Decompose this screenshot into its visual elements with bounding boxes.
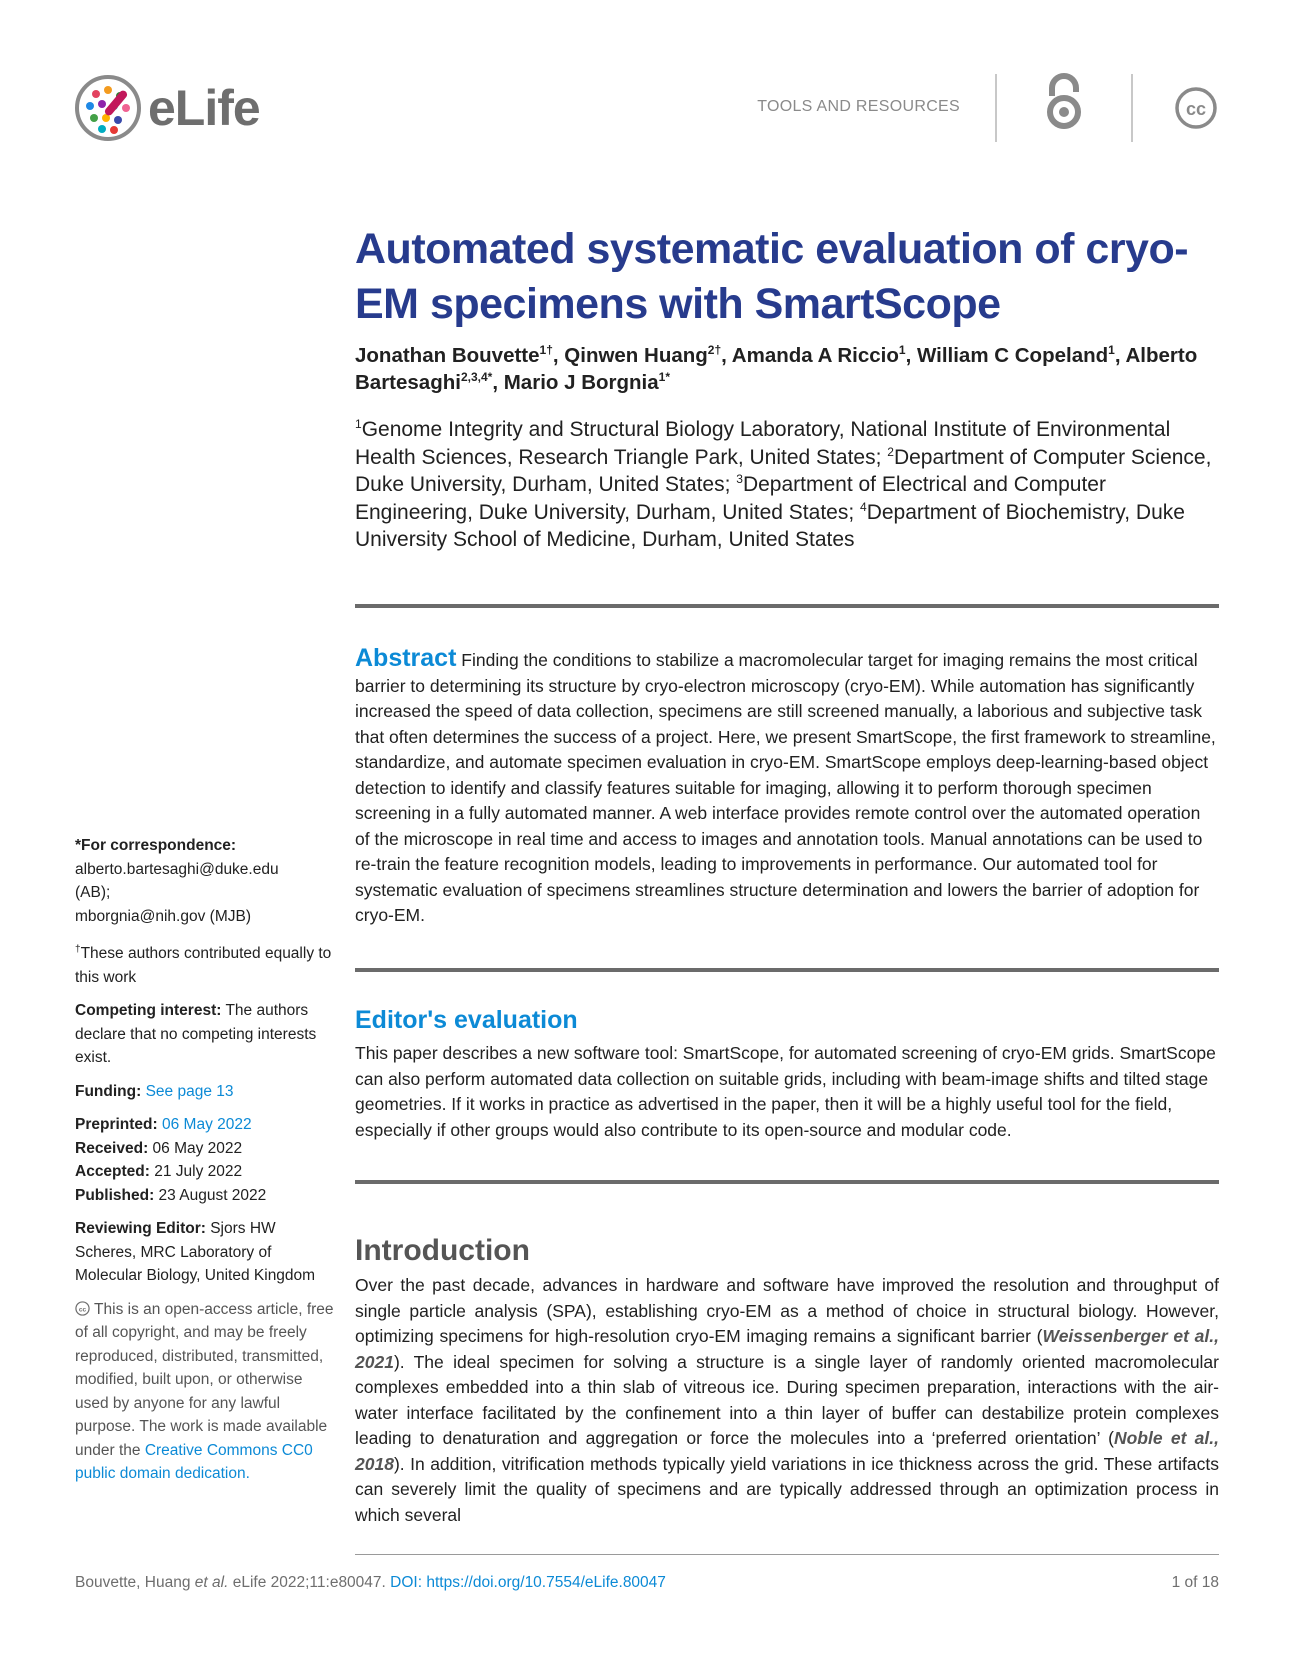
svg-text:cc: cc: [1185, 99, 1207, 119]
elife-logo[interactable]: [74, 72, 294, 144]
editors-evaluation-heading: [355, 1006, 578, 1035]
affiliation-text: Department of Electrical and Computer Engineering, Duke University, Durham, United States;: [355, 473, 1106, 524]
published-date: 23 August 2022: [158, 1186, 267, 1204]
abstract-heading: Abstract: [355, 644, 457, 672]
section-divider: [355, 604, 1219, 608]
sidebar: [75, 834, 337, 1496]
abstract-text: Finding the conditions to stabilize a macromolecular target for imaging remains the most critical barrier to determining its structure by cryo-electron microscopy (cryo-EM). While automation has significantly increased the speed of data collection, specimens are still screened manually, a laborious and subjective task that often determines the success of a project. Here, we present SmartScope, the first framework to streamline, standardize, and automate specimen evaluation in cryo-EM. SmartScope employs deep-learning-based object detection to identify and classify features suitable for imaging, allowing it to perform thorough specimen screening in a fully automated manner. A web interface provides remote control over the automated operation of the microscope in real time and access to images and annotation tools. Manual annotations can be used to re-train the feature recognition models, leading to improvements in performance. Our automated tool for systematic evaluation of specimens streamlines structure determination and lowers the barrier of adoption for cryo-EM.: [355, 650, 1216, 925]
editors-evaluation-text: This paper describes a new software tool: SmartScope, for automated screening of cryo-EM grids. SmartScope can also perform automated data collection on suitable grids, including with beam-image shifts and tilted stage geometries. If it works in practice as advertised in the paper, then it will be a highly useful tool for the field, especially if other groups would also contribute to its open-source and modular code.: [355, 1043, 1216, 1140]
header-divider-2: [1131, 74, 1133, 142]
introduction-heading: [355, 1234, 530, 1268]
reviewing-editor: [75, 1217, 337, 1288]
author-affiliation-mark: 2,3,4*: [460, 370, 493, 385]
svg-text:cc: cc: [78, 1305, 87, 1313]
correspondence: [75, 834, 337, 928]
accepted-label: Accepted:: [75, 1163, 150, 1181]
elife-logo-icon: [74, 74, 142, 142]
section-divider: [355, 1180, 1219, 1184]
received-label: Received:: [75, 1139, 149, 1157]
logo-text: eLife: [148, 80, 260, 136]
competing-interest: [75, 999, 337, 1070]
email-note: (AB);: [75, 884, 111, 901]
footer-journal: eLife 2022;11:e80047.: [232, 1574, 386, 1591]
author-affiliation-mark: 1†: [539, 343, 553, 358]
license: [75, 1298, 337, 1486]
open-access-icon: [1043, 70, 1085, 130]
section-divider: [355, 968, 1219, 972]
author-affiliation-mark: 1: [1108, 343, 1115, 358]
citation-link[interactable]: Noble et al., 2018: [355, 1428, 1220, 1474]
received-date: 06 May 2022: [152, 1139, 243, 1157]
affiliation-number: 1: [355, 417, 362, 431]
published-label: Published:: [75, 1186, 155, 1204]
author-affiliation-mark: 2†: [707, 343, 722, 358]
footer-etal: et al.: [194, 1574, 229, 1591]
equal-contribution-text: These authors contributed equally to this work: [75, 945, 332, 986]
author-list: Jonathan Bouvette$^{1\dagger}$, Qinwen Huang$^{2\dagger}$, Amanda A Riccio$^1$, William C Copeland$^1$, Alberto Bartesaghi$^{2,3,4*}$, Mario J Borgnia$^{1*}$: [355, 343, 1198, 394]
editors-evaluation-title: Editor's evaluation: [355, 1006, 578, 1034]
author-name[interactable]: William C Copeland: [916, 344, 1109, 367]
author-name[interactable]: Amanda A Riccio: [731, 344, 899, 367]
affiliation-number: 3: [736, 472, 743, 486]
funding-link[interactable]: See page 13: [145, 1082, 234, 1100]
introduction-title: Introduction: [355, 1234, 530, 1267]
article-title: Automated systematic evaluation of cryo-EM specimens with SmartScope: [355, 225, 1189, 328]
author-name[interactable]: Jonathan Bouvette: [355, 344, 540, 367]
affiliation-number: 4: [860, 499, 867, 514]
email-link[interactable]: mborgnia@nih.gov: [75, 907, 206, 925]
cc-small-icon: [75, 1301, 90, 1316]
article-type-label: TOOLS AND RESOURCES: [757, 98, 960, 115]
footer-authors: Bouvette, Huang: [75, 1574, 191, 1591]
affiliation-number: 2: [887, 444, 894, 459]
footer-divider: [355, 1554, 1219, 1555]
page-number: 1 of 18: [1171, 1574, 1219, 1591]
competing-interest-text: The authors declare that no competing interests exist.: [75, 1002, 317, 1067]
citation-link[interactable]: Weissenberger et al., 2021: [355, 1326, 1219, 1372]
license-text: This is an open-access article, free of all copyright, and may be freely reproduced, distributed, transmitted, modified, built upon, or otherwise used by anyone for any lawful purpose. The work is made available under the: [75, 1300, 334, 1459]
author-affiliation-mark: 1*: [658, 370, 670, 385]
preprinted-link[interactable]: 06 May 2022: [162, 1116, 252, 1134]
intro-paragraph-part: Over the past decade, advances in hardware and software have improved the resolution and throughput of single particle analysis (SPA), establishing cryo-EM as a method of choice in structural biology. However, optimizing specimens for high-resolution cryo-EM imaging remains a significant barrier (: [355, 1275, 1219, 1346]
license-link[interactable]: Creative Commons CC0 public domain dedication.: [75, 1441, 313, 1483]
dagger-mark: †: [75, 944, 81, 955]
reviewing-editor-text: Sjors HW Scheres, MRC Laboratory of Molecular Biology, United Kingdom: [75, 1220, 316, 1285]
author-name[interactable]: Mario J Borgnia: [503, 371, 659, 394]
dates: [75, 1113, 337, 1207]
introduction-text: [355, 1273, 1219, 1528]
intro-paragraph-part: ). In addition, vitrification methods typically yield variations in ice thickness across the grid. These artifacts can severely limit the quality of specimens and are typically addressed through an optimization process in which several: [355, 1453, 1219, 1525]
correspondence-label: *For correspondence:: [75, 837, 237, 854]
doi-link[interactable]: DOI: https://doi.org/10.7554/eLife.80047: [390, 1574, 666, 1591]
funding: [75, 1080, 337, 1104]
competing-interest-label: Competing interest:: [75, 1002, 222, 1020]
affiliation-text: Genome Integrity and Structural Biology Laboratory, National Institute of Environmental Health Sciences, Research Triangle Park, United States;: [355, 418, 1171, 469]
affiliation-text: Department of Computer Science, Duke University, Durham, United States;: [355, 445, 1212, 496]
header-divider: [995, 74, 997, 142]
equal-contribution-note: [75, 938, 337, 989]
accepted-date: 21 July 2022: [154, 1163, 243, 1181]
creative-commons-icon[interactable]: [1174, 86, 1218, 130]
affiliation-text: Department of Biochemistry, Duke University School of Medicine, Durham, United States: [355, 500, 1185, 551]
author-name[interactable]: Alberto Bartesaghi: [355, 344, 1198, 394]
author-name[interactable]: Qinwen Huang: [564, 344, 708, 367]
footer-citation: [75, 1574, 666, 1592]
email-link[interactable]: alberto.bartesaghi@duke.edu: [75, 860, 279, 878]
reviewing-editor-label: Reviewing Editor:: [75, 1220, 206, 1238]
funding-label: Funding:: [75, 1082, 142, 1100]
email-note: (MJB): [209, 907, 251, 925]
intro-paragraph-part: ). The ideal specimen for solving a structure is a single layer of randomly oriented macromolecular complexes embedded into a thin slab of vitreous ice. During specimen preparation, interactions with the air-water interface facilitated by the confinement into a thin layer of buffer can destabilize protein complexes leading to denaturation and aggregation or force the molecules into a ‘preferred orientation’ (: [355, 1351, 1219, 1448]
abstract: [355, 646, 1219, 929]
affiliations: [355, 416, 1225, 554]
author-affiliation-mark: 1: [898, 343, 906, 358]
preprinted-label: Preprinted:: [75, 1116, 158, 1134]
